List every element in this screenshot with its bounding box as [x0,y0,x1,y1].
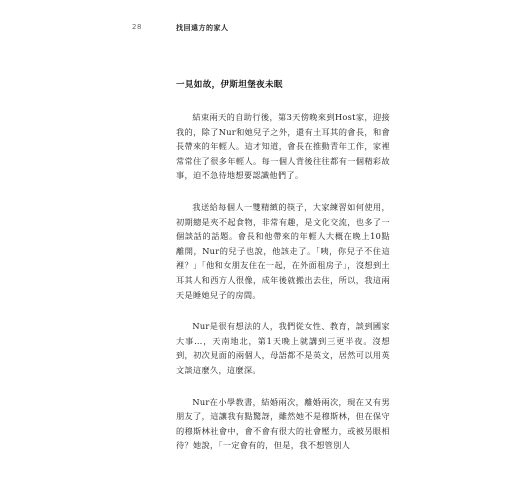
section-title: 一見如故，伊斯坦堡夜未眠 [176,80,283,90]
running-head: 找回遠方的家人 [176,24,229,32]
paragraph: 結束兩天的自助行後，第3天傍晚來到Host家，迎接我的，除了Nur和她兒子之外，還有土耳其的會長，和會長帶來的年輕人。這才知道，會長在推動青年工作，家裡常常住了很多年輕人。每一個人背後往往都有一個精彩故事，迫不急待地想要認識他們了。 [176,112,390,181]
paragraph: 我送給每個人一雙精緻的筷子，大家練習如何使用，初期總是夾不起食物，非常有趣，是文化交流，也多了一個談話的話題。會長和他帶來的年輕人大概在晚上10點離開，Nur的兒子也說，他該走了。「咦，你兒子不住這裡？」「他和女朋友住在一起，在外面租房子」，沒想到土耳其人和西方人很像，成年後就搬出去住，所以，我這兩天是睡她兒子的房間。 [176,201,390,300]
body-text [176,110,390,470]
paragraph: Nur是很有想法的人，我們從女性、教育，談到國家大事…，天南地北，第1天晚上就講到三更半夜。沒想到，初次見面的兩個人，母語都不是英文，居然可以用英文談這麼久，這麼深。 [176,321,390,375]
page-number: 28 [132,23,142,31]
paragraph: Nur在小學教書，結婚兩次，離婚兩次，現在又有男朋友了，這讓我有點驚訝，雖然她不是穆斯林，但在保守的穆斯林社會中，會不會有很大的社會壓力，或被另眼相待？她說，「一定會有的，但是，我不想管別人 [176,396,390,451]
